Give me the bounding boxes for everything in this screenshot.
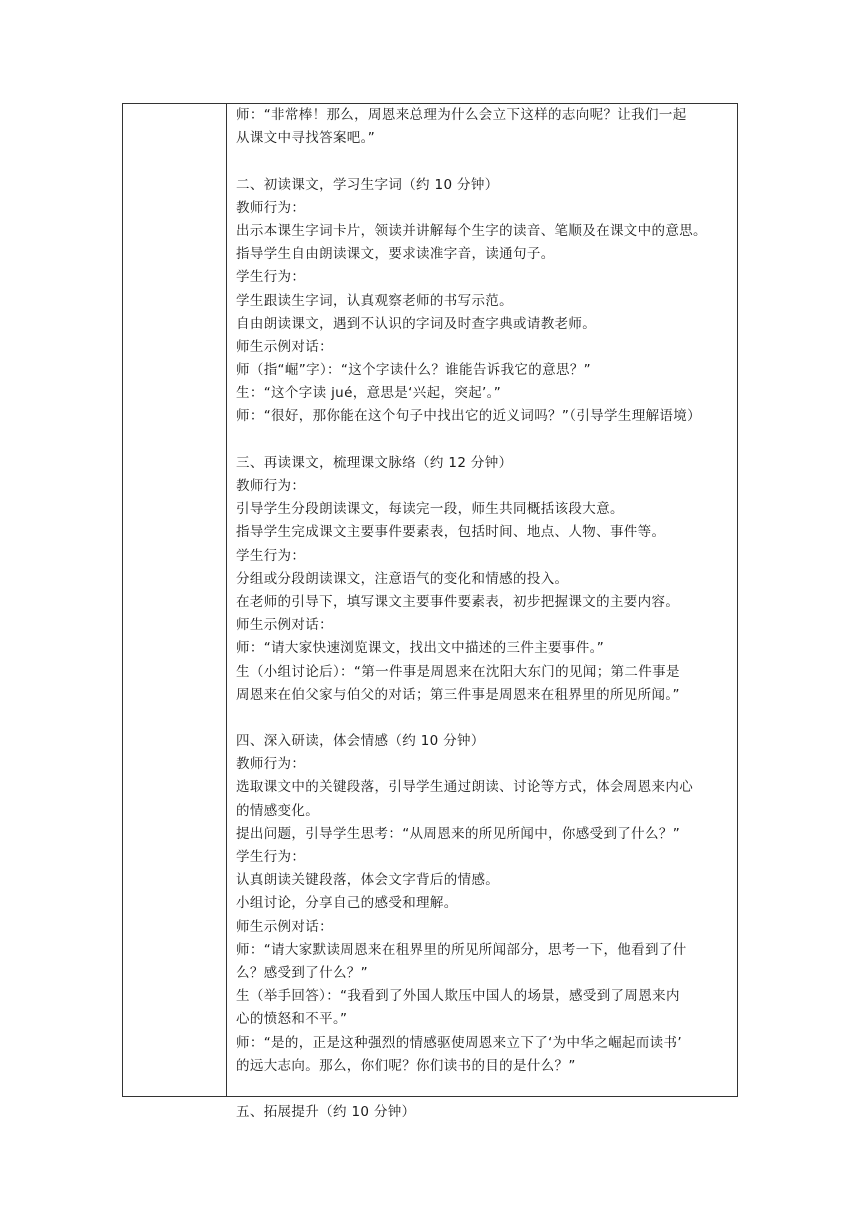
text-line: 的远大志向。那么，你们呢？你们读书的目的是什么？” xyxy=(236,1057,576,1074)
text-line: 师生示例对话： xyxy=(236,918,333,935)
text-line: 生（举手回答）：“我看到了外国人欺压中国人的场景，感受到了周恩来内 xyxy=(236,988,680,1005)
text-line: 五、拓展提升（约 10 分钟） xyxy=(236,1104,416,1121)
lesson-plan-table xyxy=(122,103,738,1121)
text-line: 出示本课生字词卡片，领读并讲解每个生字的读音、笔顺及在课文中的意思。 xyxy=(236,222,707,239)
text-line: 生：“这个字读 jué，意思是‘兴起，突起’。” xyxy=(236,385,502,402)
blank-line xyxy=(236,429,733,452)
text-line: 师：“请大家默读周恩来在租界里的所见所闻部分，思考一下，他看到了什 xyxy=(236,941,687,958)
text-line: 教师行为： xyxy=(236,478,306,494)
text-line: 引导学生分段朗读课文，每读完一段，师生共同概括该段大意。 xyxy=(236,501,624,518)
text-line: 指导学生自由朗读课文，要求读准字音，读通句子。 xyxy=(236,246,555,263)
text-line: 教师行为： xyxy=(236,199,306,216)
text-line: 教师行为： xyxy=(236,756,306,773)
text-line: 师（指“崛”字）：“这个字读什么？谁能告诉我它的意思？” xyxy=(236,362,592,379)
blank-line xyxy=(236,150,733,173)
text-line: 从课文中寻找答案吧。” xyxy=(236,130,376,147)
text-line: 四、深入研读，体会情感（约 10 分钟） xyxy=(236,733,485,750)
text-line: 周恩来在伯父家与伯父的对话；第三件事是周恩来在租界里的所见所闻。” xyxy=(236,686,680,703)
text-line: 生（小组讨论后）：“第一件事是周恩来在沈阳大东门的见闻；第二件事是 xyxy=(236,663,680,680)
text-line: 小组讨论，分享自己的感受和理解。 xyxy=(236,895,458,912)
text-line: 自由朗读课文，遇到不认识的字词及时查字典或请教老师。 xyxy=(236,315,597,332)
text-line: 心的愤怒和不平。” xyxy=(236,1011,348,1028)
text-line: 选取课文中的关键段落，引导学生通过朗读、讨论等方式，体会周恩来内心 xyxy=(236,779,694,796)
text-line: 的情感变化。 xyxy=(236,802,320,819)
text-line: 么？感受到了什么？” xyxy=(236,964,368,981)
left-column-cell xyxy=(123,104,227,1096)
blank-line xyxy=(236,1078,733,1101)
text-line: 学生行为： xyxy=(236,849,306,865)
text-line: 二、初读课文，学习生字词（约 10 分钟） xyxy=(236,176,499,193)
blank-line xyxy=(236,707,733,730)
text-line: 学生跟读生字词，认真观察老师的书写示范。 xyxy=(236,292,513,309)
text-line: 师：“很好，那你能在这个句子中找出它的近义词吗？”（引导学生理解语境） xyxy=(236,408,701,425)
text-line: 师生示例对话： xyxy=(236,338,333,355)
text-line: 认真朗读关键段落，体会文字背后的情感。 xyxy=(236,872,500,889)
lesson-content-cell xyxy=(227,104,737,1121)
text-line: 学生行为： xyxy=(236,269,306,286)
text-line: 师：“非常棒！那么，周恩来总理为什么会立下这样的志向呢？让我们一起 xyxy=(236,107,687,123)
text-line: 三、再读课文，梳理课文脉络（约 12 分钟） xyxy=(236,454,513,471)
text-line: 学生行为： xyxy=(236,547,306,564)
text-line: 师：“是的，正是这种强烈的情感驱使周恩来立下了‘为中华之崛起而读书’ xyxy=(236,1034,682,1051)
text-line: 师生示例对话： xyxy=(236,617,333,634)
text-line: 提出问题，引导学生思考：“从周恩来的所见所闻中，你感受到了什么？” xyxy=(236,825,681,842)
text-line: 指导学生完成课文主要事件要素表，包括时间、地点、人物、事件等。 xyxy=(236,524,666,541)
text-line: 师：“请大家快速浏览课文，找出文中描述的三件主要事件。” xyxy=(236,640,605,657)
text-line: 在老师的引导下，填写课文主要事件要素表，初步把握课文的主要内容。 xyxy=(236,593,680,610)
text-line: 分组或分段朗读课文，注意语气的变化和情感的投入。 xyxy=(236,570,569,587)
